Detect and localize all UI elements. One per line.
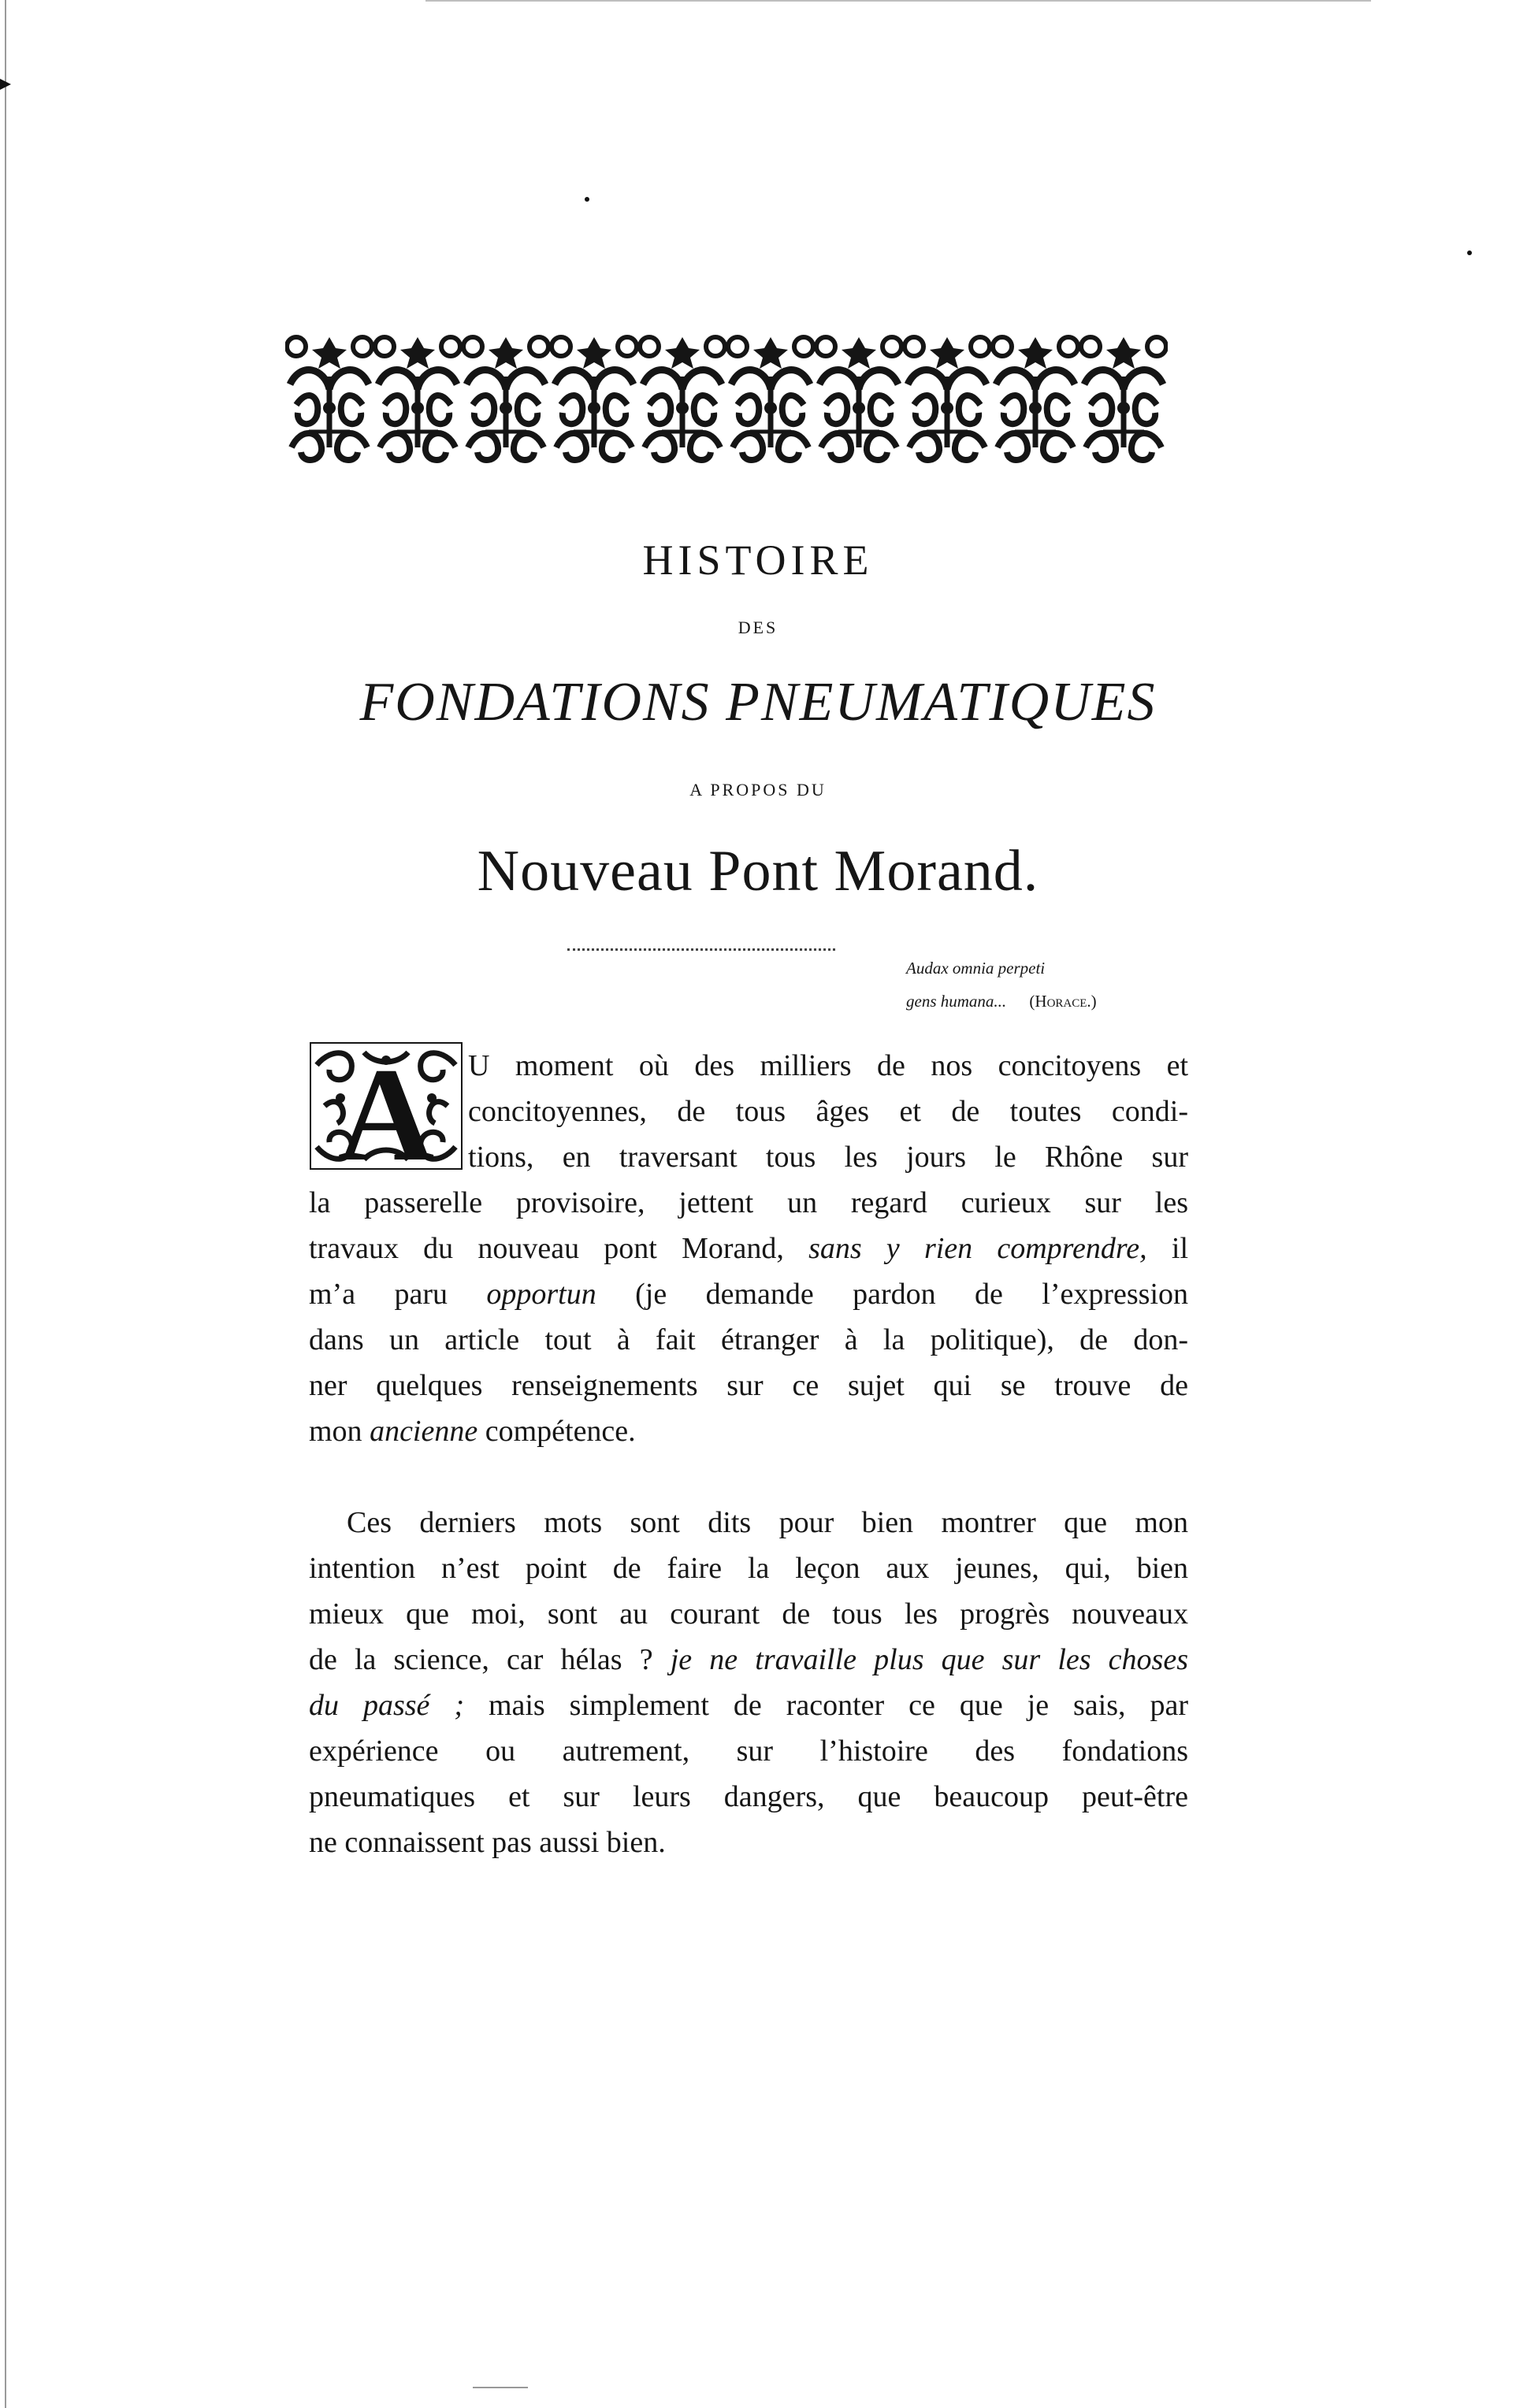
text-run: mon xyxy=(309,1415,370,1448)
text-run: mais simplement de raconter ce que je sais, par xyxy=(464,1689,1188,1722)
italic-run: ancienne xyxy=(370,1415,478,1448)
italic-run: sans y rien comprendre, xyxy=(808,1232,1147,1265)
paragraph-2-line: ne connaissent pas aussi bien. xyxy=(309,1826,666,1859)
epigraph-line-2-text: gens humana... xyxy=(906,992,1007,1011)
italic-run: opportun xyxy=(486,1278,596,1311)
paragraph-2 xyxy=(309,1500,1188,1865)
title-histoire: HISTOIRE xyxy=(642,536,874,584)
paragraph-1-line xyxy=(309,1271,1188,1317)
scan-speck xyxy=(1467,250,1472,255)
paragraph-2-line xyxy=(309,1637,1188,1683)
epigraph-line-2 xyxy=(906,985,1206,1018)
paragraph-1-line: dans un article tout à fait étranger à la politique), de don- xyxy=(309,1323,1188,1356)
scan-edge-bottom xyxy=(473,2387,528,2388)
paragraph-1-line xyxy=(309,1226,1188,1271)
text-run: compétence. xyxy=(477,1415,636,1448)
paragraph-1-line: U moment où des milliers de nos concitoyens et xyxy=(468,1049,1188,1082)
scan-edge-top xyxy=(425,0,1371,2)
text-run: (je demande pardon de l’expression xyxy=(596,1278,1188,1311)
epigraph xyxy=(906,952,1206,1018)
fleuron-ornament-icon xyxy=(285,329,1168,468)
title-nouveau-pont: Nouveau Pont Morand. xyxy=(477,839,1039,903)
paragraph-2-line xyxy=(309,1683,1188,1728)
scan-edge-left xyxy=(5,0,6,2408)
paragraph-1-line: concitoyennes, de tous âges et de toutes condi- xyxy=(468,1095,1188,1128)
text-run: il xyxy=(1146,1232,1188,1265)
scan-speck xyxy=(585,197,589,202)
italic-run: du passé ; xyxy=(309,1689,464,1722)
epigraph-line-1: Audax omnia perpeti xyxy=(906,959,1046,978)
italic-run: je ne travaille plus que sur les choses xyxy=(670,1643,1188,1676)
text-run: travaux du nouveau pont Morand, xyxy=(309,1232,809,1265)
paragraph-2-line: intention n’est point de faire la leçon aux jeunes, qui, bien xyxy=(309,1552,1188,1585)
paragraph-2-line: pneumatiques et sur leurs dangers, que beaucoup peut-être xyxy=(309,1780,1188,1813)
paragraph-1-line: ner quelques renseignements sur ce sujet qui se trouve de xyxy=(309,1369,1188,1402)
title-a-propos: A PROPOS DU xyxy=(689,780,827,800)
dotted-rule xyxy=(567,948,835,951)
paragraph-1 xyxy=(309,1043,1188,1454)
title-fondations: FONDATIONS PNEUMATIQUES xyxy=(359,672,1157,733)
paragraph-2-line: Ces derniers mots sont dits pour bien montrer que mon xyxy=(347,1506,1188,1539)
paragraph-1-line xyxy=(309,1408,1188,1454)
dropcap-letter: A xyxy=(337,1041,435,1171)
paragraph-1-line: tions, en traversant tous les jours le Rhône sur xyxy=(468,1141,1188,1174)
paragraph-1-line: la passerelle provisoire, jettent un regard curieux sur les xyxy=(309,1186,1188,1219)
text-run: m’a paru xyxy=(309,1278,487,1311)
text-run: de la science, car hélas ? xyxy=(309,1643,671,1676)
paragraph-2-line: mieux que moi, sont au courant de tous les progrès nouveaux xyxy=(309,1597,1188,1631)
title-des: DES xyxy=(738,618,778,637)
paragraph-2-line: expérience ou autrement, sur l’histoire des fondations xyxy=(309,1735,1188,1768)
epigraph-author: (Horace.) xyxy=(1029,992,1097,1011)
